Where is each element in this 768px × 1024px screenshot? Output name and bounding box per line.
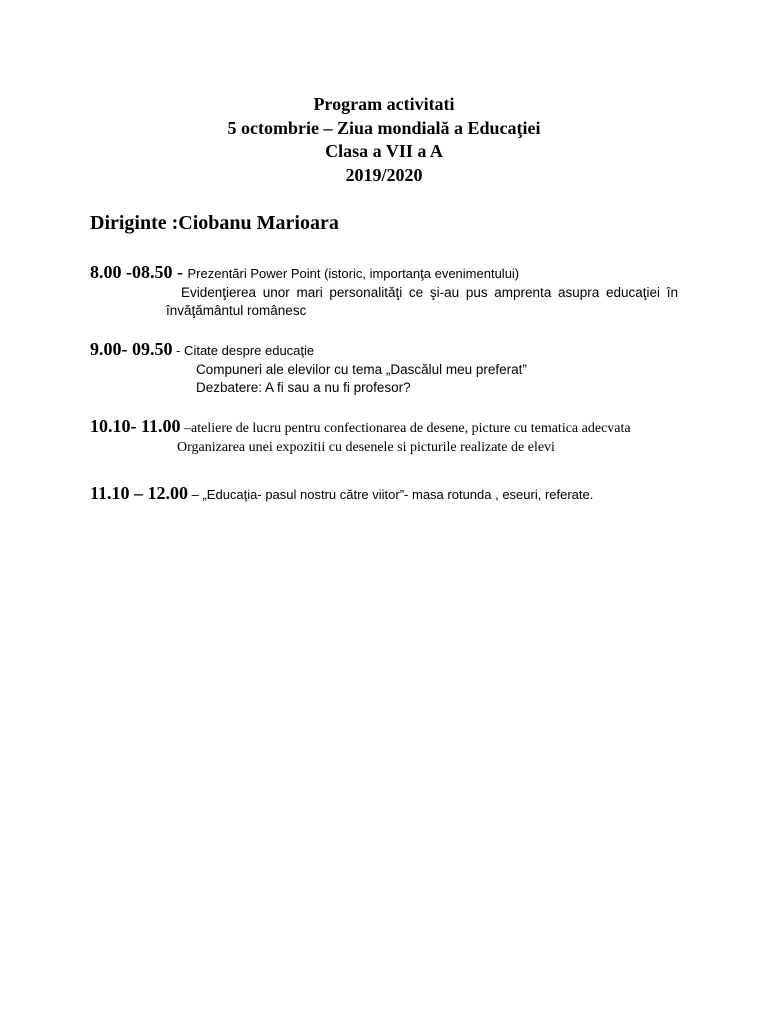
schedule-time: 8.00 -08.50 - [90, 262, 188, 282]
title-block [0, 93, 768, 187]
schedule-entry-3 [90, 414, 631, 441]
schedule-detail: Dezbatere: A fi sau a nu fi profesor? [196, 380, 411, 395]
schedule-description: – „Educaţia- pasul nostru către viitor”- masa rotunda , eseuri, referate. [188, 487, 594, 502]
document-title: Program activitati [313, 94, 455, 114]
diriginte-line: Diriginte :Ciobanu Marioara [90, 212, 339, 234]
schedule-detail: Compuneri ale elevilor cu tema „Dascălul meu preferat” [196, 362, 527, 377]
document-subtitle: 5 octombrie – Ziua mondială a Educaţiei [227, 117, 541, 138]
schedule-detail: Organizarea unei expozitii cu desenele si picturile realizate de elevi [177, 440, 555, 455]
schedule-entry-4 [90, 481, 593, 507]
schedule-detail: învăţământul românesc [166, 303, 307, 318]
schedule-entry-2 [90, 337, 314, 363]
schedule-detail: Evidenţierea unor mari personalităţi ce şi-au pus amprenta asupra educaţiei în [181, 285, 678, 300]
schedule-entry-1 [90, 260, 519, 286]
schedule-description: Prezentări Power Point (istoric, importanţa evenimentului) [187, 266, 520, 281]
schedule-time: 9.00- 09.50 [90, 339, 173, 359]
schedule-description: - Citate despre educaţie [172, 343, 315, 358]
schedule-time: 10.10- 11.00 [90, 416, 181, 436]
class-name: Clasa a VII a A [325, 141, 443, 161]
schedule-description: –ateliere de lucru pentru confectionarea de desene, picture cu tematica adecvata [180, 421, 631, 436]
schedule-time: 11.10 – 12.00 [90, 483, 189, 503]
school-year: 2019/2020 [345, 164, 423, 185]
